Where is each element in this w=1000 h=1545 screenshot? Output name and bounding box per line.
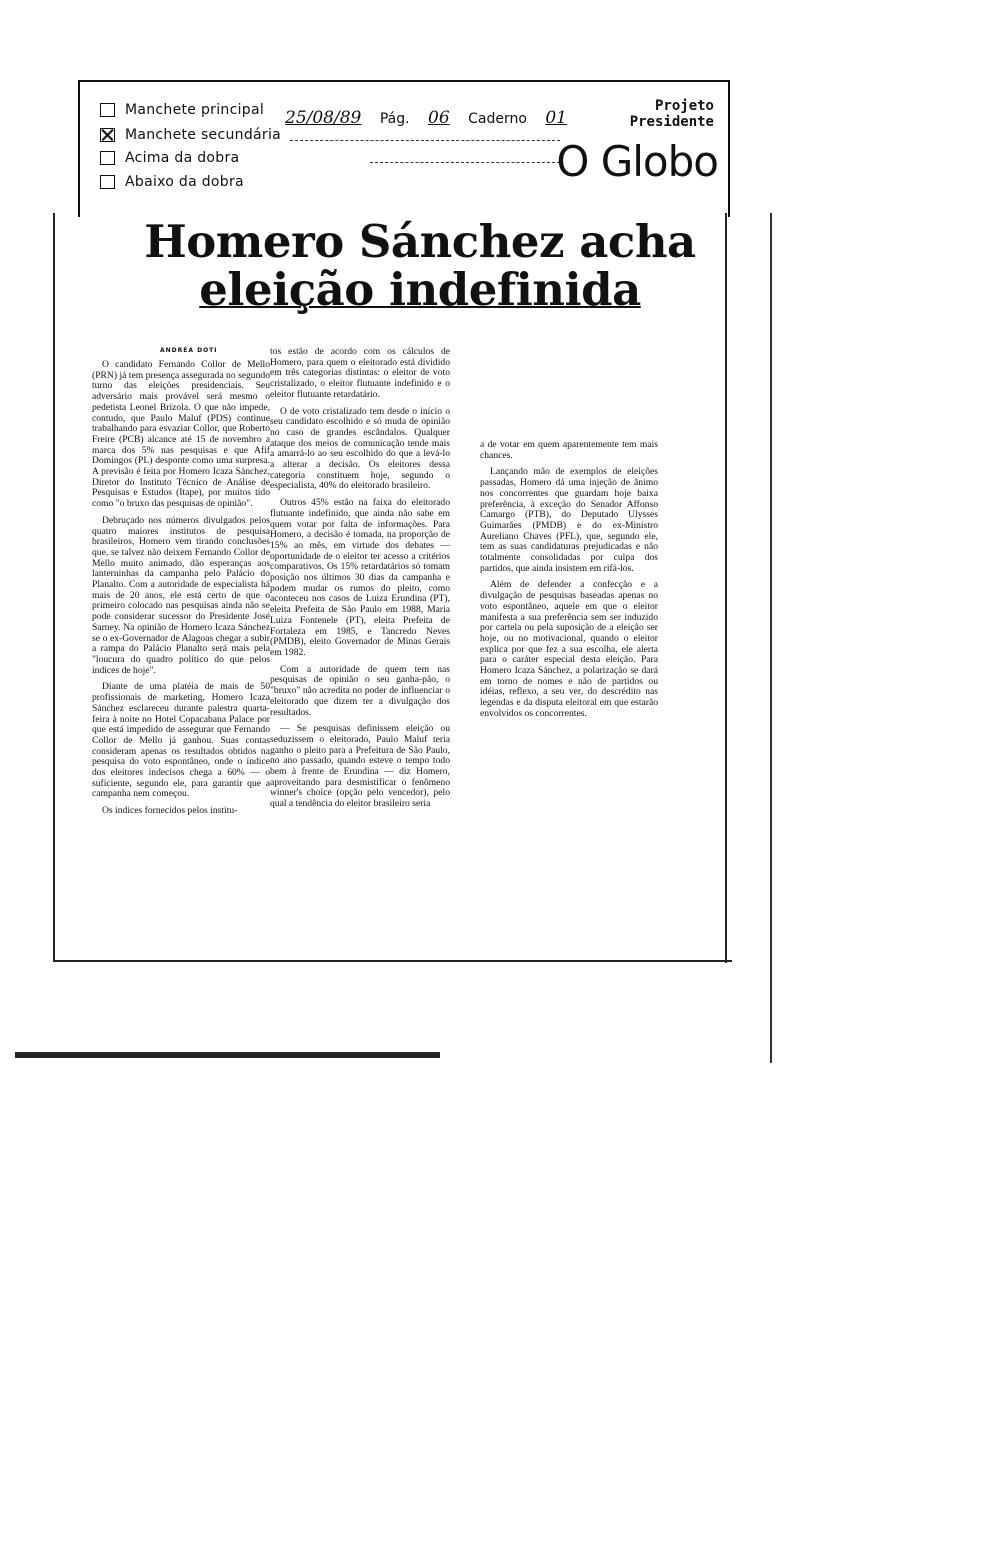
paragraph: a de votar em quem aparentemente tem mais chances. <box>480 439 658 461</box>
scan-edge-line <box>770 213 772 1063</box>
paragraph: Os índices fornecidos pelos institu- <box>102 805 238 817</box>
paragraph: — Se pesquisas definissem eleição ou seduzissem o eleitorado, Paulo Maluf teria ganho o pleito para a Prefeitura de São Paulo, no ano passado, quando esteve o tempo todo bem à frente de Erundina — diz Homero, aproveitando para desmistificar o fenômeno winner's choice (opção pelo vencedor), pelo qual a tendência do eleitor brasileiro seria <box>270 723 450 810</box>
checkbox-icon[interactable] <box>100 175 115 189</box>
paragraph: Diante de uma platéia de mais de 50 profissionais de marketing, Homero Icaza Sánchez esclareceu durante palestra quarta-feira à noite no Hotel Copacabana Palace por que está impedido de assegurar que Fernando Collor de Mello já ganhou. Suas contas consideram apenas os resultados obtidos na pesquisa do voto espontâneo, onde o índice dos eleitores indecisos chega a 60% — o suficiente, segundo ele, para garantir que a campanha nem começou. <box>92 681 270 800</box>
page-value: 06 <box>428 108 450 128</box>
headline-line-2: eleição indefinida <box>199 263 641 316</box>
date-value: 25/08/89 <box>285 108 362 128</box>
article-headline <box>140 215 700 316</box>
checkbox-row-manchete-secundaria[interactable] <box>100 127 281 143</box>
project-label <box>630 98 714 130</box>
checkbox-label: Manchete secundária <box>125 127 282 143</box>
checkbox-row-manchete-principal[interactable] <box>100 102 264 118</box>
paragraph: tos estão de acordo com os cálculos de Homero, para quem o eleitorado está dividido em três categorias distintas: o eleitor de voto cristalizado, o eleitor flutuante indefinido e o eleitor flutuante retardatário. <box>270 346 450 400</box>
scan-bottom-rule <box>15 1052 440 1058</box>
checkbox-label: Acima da dobra <box>125 150 240 166</box>
dateline <box>285 108 581 128</box>
paragraph: Outros 45% estão na faixa do eleitorado flutuante indefinido, que ainda não sabe em quem votar por falta de informações. Para Homero, a decisão é tomada, na proporção de 15% ao mês, em virtude dos debates — oportunidade de o eleitor ter acesso a critérios comparativos. Os 15% retardatários só tomam posição nos últimos 30 dias da campanha e podem mudar os rumos do pleito, como aconteceu nos casos de Luiza Erundina (PT), eleita Prefeita de São Paulo em 1988, Maria Luiza Fontenele (PT), eleita Prefeita de Fortaleza em 1985, e Tancredo Neves (PMDB), eleito Governador de Minas Gerais em 1982. <box>270 497 450 658</box>
byline: ANDRÉA DOTI <box>160 347 218 354</box>
checkbox-row-abaixo-da-dobra[interactable] <box>100 174 244 190</box>
article-column-3 <box>480 440 658 726</box>
paragraph: O candidato Fernando Collor de Mello (PRN) já tem presença assegurada no segundo turno das eleições presidenciais. Seu adversário mais provável será mesmo o pedetista Leonel Brizola. O que não impede, contudo, que Paulo Maluf (PDS) continue trabalhando para esvaziar Collor, que Roberto Freire (PCB) alcance até 15 de novembro a marca dos 5% nas pesquisas e que Afif Domingos (PL) desponte como uma surpresa. A previsão é feita por Homero Icaza Sánchez, Diretor do Instituto Técnico de Análise de Pesquisas e Estudos (Itape), por muitos tido como "o bruxo das pesquisas de opinião". <box>92 359 270 510</box>
paragraph: Com a autoridade de quem tem nas pesquisas de opinião o seu ganha-pão, o "bruxo" não acredita no poder de influenciar o eleitorado que dizem ter a divulgação dos resultados. <box>270 663 450 718</box>
paragraph: Lançando mão de exemplos de eleições passadas, Homero dá uma injeção de ânimo nos concorrentes que guardam hoje baixa preferência, à exceção do Senador Affonso Camargo (PTB), do Deputado Ulysses Guimarães (PMDB) e do ex-Ministro Aureliano Chaves (PFL), que, segundo ele, tem as suas candidaturas prejudicadas e não totalmente consolidadas por culpa dos partidos, que ainda insistem em rifá-los. <box>480 466 658 574</box>
dashed-line <box>370 162 560 163</box>
headline-line-1: Homero Sánchez acha <box>144 215 696 268</box>
paragraph: O de voto cristalizado tem desde o início o seu candidato escolhido e só muda de opinião no caso de grandes escândalos. Qualquer ataque dos meios de comunicação tende mais a amarrá-lo ao seu escolhido do que a levá-lo a alterar a decisão. Os eleitores dessa categoria constituem hoje, segundo o especialista, 40% do eleitorado brasileiro. <box>270 405 450 492</box>
frame-border <box>725 213 727 963</box>
project-line-2: Presidente <box>629 114 714 130</box>
checkbox-icon[interactable] <box>100 103 115 117</box>
newspaper-name: O Globo <box>556 137 718 186</box>
section-value: 01 <box>545 108 567 128</box>
checkbox-label: Abaixo da dobra <box>125 174 244 190</box>
dashed-line <box>290 140 560 141</box>
checkbox-icon[interactable] <box>100 151 115 165</box>
project-line-1: Projeto <box>654 98 714 114</box>
checkbox-row-acima-da-dobra[interactable] <box>100 150 239 166</box>
article-column-2 <box>270 347 450 816</box>
checkbox-label: Manchete principal <box>125 102 265 118</box>
clipping-header-card <box>78 80 730 217</box>
checked-checkbox-icon[interactable] <box>100 128 115 142</box>
paragraph: Além de defender a confecção e a divulgação de pesquisas baseadas apenas no voto espontâneo, aquele em que o eleitor manifesta a sua preferência sem ser induzido por cartela ou pela suposição de a eleição ser hoje, ou no motivacional, quando o eleitor explica por que fez a sua escolha, ele alerta para o caráter especial desta eleição. Para Homero Icaza Sánchez, a polarização se dará em torno de nomes e não de partidos ou idéias, reflexo, a seu ver, do descrédito nas legendas e da disputa eleitoral em que estarão envolvidos os concorrentes. <box>480 579 658 719</box>
article-column-1 <box>92 360 270 823</box>
paragraph: Debruçado nos números divulgados pelos quatro maiores institutos de pesquisa brasileiros, Homero vem tirando conclusões que, se talvez não deixem Fernando Collor de Mello muito animado, dão esperanças aos lanterninhas da campanha pelo Palácio do Planalto. Com a autoridade de especialista há mais de 20 anos, ele está certo de que o primeiro colocado nas pesquisas ainda não se pode considerar sucessor do Presidente José Sarney. Na opinião de Homero Icaza Sánchez se o ex-Governador de Alagoas chegar a subir a rampa do Palácio Planalto será mais pela "loucura do quadro político do que pelos índices de hoje". <box>92 514 270 676</box>
page-label: Pág. <box>379 111 410 127</box>
section-label: Caderno <box>468 111 527 127</box>
